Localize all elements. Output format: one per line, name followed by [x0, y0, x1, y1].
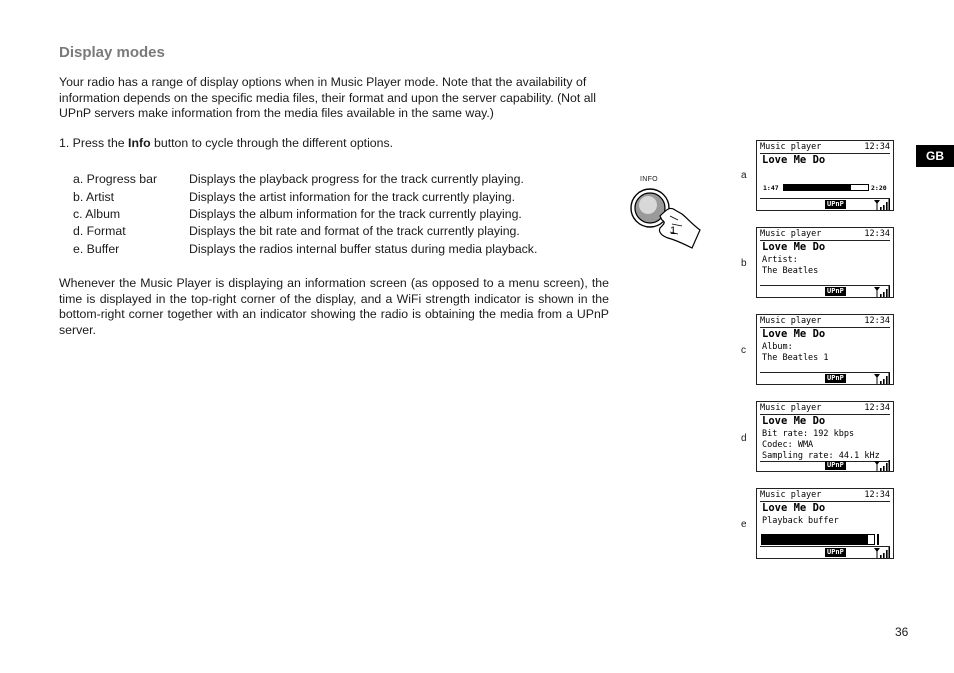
- buffer-fill: [762, 535, 868, 544]
- lcd-screen-format: [756, 401, 894, 472]
- info-keyword: Info: [128, 136, 151, 150]
- lcd-clock: 12:34: [864, 316, 890, 326]
- lcd-screen-album: [756, 314, 894, 385]
- option-desc: Displays the radios internal buffer status during media playback.: [189, 242, 538, 256]
- lcd-title-bar: [760, 316, 890, 328]
- lcd-clock: 12:34: [864, 403, 890, 413]
- lcd-title-bar: [760, 403, 890, 415]
- language-badge: GB: [916, 145, 954, 167]
- lcd-screen-progress: [756, 140, 894, 211]
- option-desc: Displays the bit rate and format of the track currently playing.: [189, 224, 520, 238]
- screen-letter-c: c: [741, 345, 746, 356]
- upnp-badge: UPnP: [827, 374, 844, 382]
- lcd-title-bar: [760, 490, 890, 502]
- buffer-bar: [761, 534, 875, 545]
- lcd-mode: Music player: [760, 229, 822, 239]
- info-button-figure: [626, 176, 706, 252]
- lcd-info-line: Album:: [762, 342, 793, 352]
- lcd-mode: Music player: [760, 403, 822, 413]
- lcd-mode: Music player: [760, 490, 822, 500]
- option-row-format: [73, 224, 520, 238]
- wifi-signal-icon: [874, 199, 890, 210]
- lcd-clock: 12:34: [864, 229, 890, 239]
- upnp-badge: UPnP: [827, 548, 844, 556]
- elapsed-time: 1:47: [763, 184, 779, 192]
- section-heading: Display modes: [59, 44, 165, 61]
- option-label: a. Progress bar: [73, 172, 158, 186]
- lcd-info-line: Bit rate: 192 kbps: [762, 429, 855, 439]
- step-number: 1: [670, 225, 677, 237]
- option-row-progress: [73, 172, 524, 186]
- lcd-mode: Music player: [760, 316, 822, 326]
- option-desc: Displays the playback progress for the track currently playing.: [189, 172, 524, 186]
- lcd-info-line: The Beatles 1: [762, 353, 829, 363]
- wifi-signal-icon: [874, 286, 890, 297]
- intro-paragraph: Your radio has a range of display options when in Music Player mode. Note that the availability of information depends on the specific media files, their format and upon the server capability. (Not all UPnP servers make information from the media files available in the same way.): [59, 75, 597, 120]
- step-suffix: button to cycle through the different options.: [150, 136, 394, 150]
- screen-letter-d: d: [741, 433, 747, 444]
- track-duration: 2:20: [871, 184, 887, 192]
- screen-letter-e: e: [741, 519, 747, 530]
- step-prefix: 1. Press the: [59, 136, 129, 150]
- lcd-track-title: Love Me Do: [762, 415, 826, 427]
- lcd-info-line: Playback buffer: [762, 516, 839, 526]
- lcd-title-bar: [760, 229, 890, 241]
- closing-paragraph: Whenever the Music Player is displaying an information screen (as opposed to a menu screen), the time is displayed in the top-right corner of the display, and a WiFi strength indicator is shown in the bottom-right corner together with an indicator showing the radio is obtaining the media from a UPnP server.: [59, 276, 609, 337]
- wifi-signal-icon: [874, 373, 890, 384]
- option-label: e. Buffer: [73, 242, 120, 256]
- option-label: d. Format: [73, 224, 126, 238]
- upnp-badge: UPnP: [827, 287, 844, 295]
- hand-pressing-button-icon: [626, 176, 706, 252]
- lcd-track-title: Love Me Do: [762, 328, 826, 340]
- lcd-clock: 12:34: [864, 142, 890, 152]
- upnp-badge: UPnP: [827, 200, 844, 208]
- upnp-badge: UPnP: [827, 461, 844, 469]
- lcd-track-title: Love Me Do: [762, 241, 826, 253]
- lcd-info-line: Artist:: [762, 255, 798, 265]
- lcd-info-line: The Beatles: [762, 266, 819, 276]
- lcd-info-line: Codec: WMA: [762, 440, 814, 450]
- option-desc: Displays the album information for the track currently playing.: [189, 207, 522, 221]
- lcd-track-title: Love Me Do: [762, 154, 826, 166]
- step-instruction: [59, 136, 393, 150]
- option-label: b. Artist: [73, 190, 115, 204]
- lcd-screen-buffer: [756, 488, 894, 559]
- screen-letter-a: a: [741, 170, 747, 181]
- lcd-title-bar: [760, 142, 890, 154]
- option-row-album: [73, 207, 522, 221]
- lcd-clock: 12:34: [864, 490, 890, 500]
- wifi-signal-icon: [874, 460, 890, 471]
- option-row-artist: [73, 190, 515, 204]
- lcd-track-title: Love Me Do: [762, 502, 826, 514]
- progress-fill: [784, 185, 851, 190]
- option-row-buffer: [73, 242, 537, 256]
- option-label: c. Album: [73, 207, 121, 221]
- progress-bar: [783, 184, 869, 191]
- page-number: 36: [895, 625, 909, 639]
- screen-letter-b: b: [741, 258, 747, 269]
- lcd-screen-artist: [756, 227, 894, 298]
- wifi-signal-icon: [874, 547, 890, 558]
- lcd-info-line: Sampling rate: 44.1 kHz: [762, 451, 880, 461]
- info-button-label: INFO: [640, 176, 658, 183]
- lcd-mode: Music player: [760, 142, 822, 152]
- option-desc: Displays the artist information for the track currently playing.: [189, 190, 515, 204]
